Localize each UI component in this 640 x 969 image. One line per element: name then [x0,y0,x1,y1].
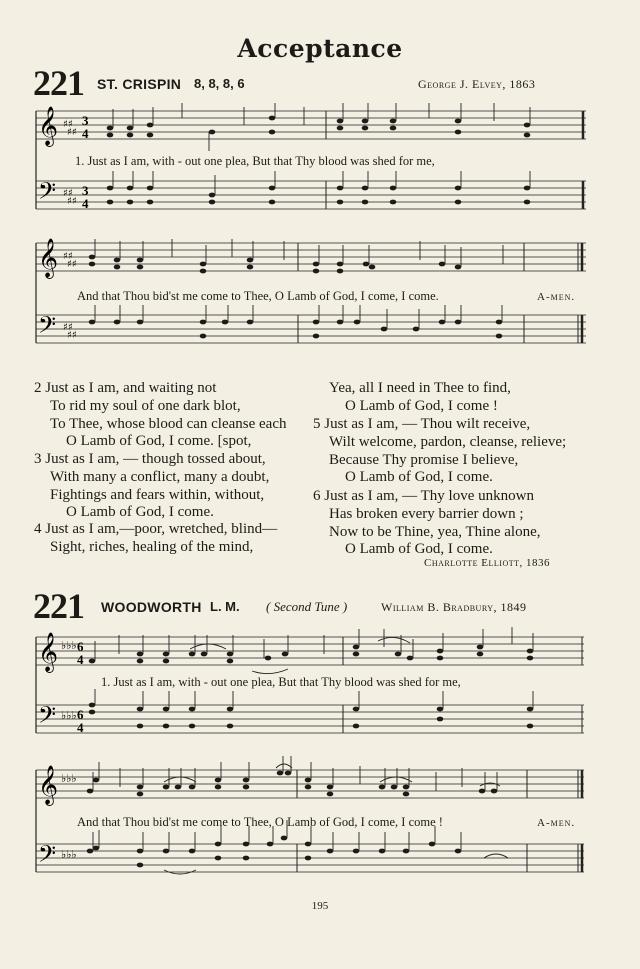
verse-6: 6 Just as I am, — Thy love unknown Has broken every barrier down ; Now to be Thine, yea, Thine alone, O Lamb of God, I come. [313,488,541,558]
lyrics-line: 1. Just as I am, with - out one plea, But that Thy blood was shed for me, [75,154,435,168]
svg-text:♭♭♭: ♭♭♭ [61,848,77,861]
svg-text:♭♭♭: ♭♭♭ [61,772,77,785]
svg-text:♯♯: ♯♯ [67,127,77,138]
svg-text:♯♯: ♯♯ [63,251,73,262]
svg-text:𝄞: 𝄞 [38,106,59,146]
meter: L. M. [210,599,240,614]
svg-text:6: 6 [77,707,84,722]
svg-text:4: 4 [77,720,84,735]
verse-2: 2 Just as I am, and waiting not To rid my soul of one dark blot, To Thee, whose blood can cleanse each O Lamb of God, I come. [spot, [34,380,287,450]
svg-text:4: 4 [77,652,84,667]
second-tune-label: ( Second Tune ) [266,599,348,614]
svg-text:♯♯: ♯♯ [67,330,77,341]
svg-text:♭♭♭: ♭♭♭ [61,639,77,652]
svg-text:4: 4 [82,126,89,141]
composer: William B. Bradbury, 1849 [381,600,527,614]
svg-text:♭♭♭: ♭♭♭ [61,709,77,722]
svg-text:𝄢: 𝄢 [38,311,57,344]
svg-text:𝄢: 𝄢 [38,840,57,873]
hymn-number: 221 [33,586,84,626]
svg-text:♯♯: ♯♯ [63,322,73,333]
svg-text:6: 6 [77,639,84,654]
tune-name: WOODWORTH [101,599,202,615]
svg-text:𝄞: 𝄞 [38,632,59,672]
lyrics-line: 1. Just as I am, with - out one plea, But that Thy blood was shed for me, [101,675,461,689]
composer: George J. Elvey, 1863 [418,77,536,91]
svg-text:𝄞: 𝄞 [38,765,59,805]
svg-text:♯♯: ♯♯ [67,259,77,270]
section-title: Acceptance [237,34,403,63]
meter: 8, 8, 8, 6 [194,76,245,91]
text-author: Charlotte Elliott, 1836 [424,557,551,569]
svg-text:𝄞: 𝄞 [38,238,59,278]
lyrics-line: And that Thou bid'st me come to Thee, O Lamb of God, I come, I come. [77,289,439,303]
verse-5: 5 Just as I am, — Thou wilt receive, Wilt welcome, pardon, cleanse, relieve; Because Thy promise I believe, O Lamb of God, I come. [313,416,567,486]
svg-text:𝄢: 𝄢 [38,177,57,210]
verse-3: 3 Just as I am, — though tossed about, With many a conflict, many a doubt, Fightings and fears within, without, O Lamb of God, I come. [34,451,270,521]
music-system-3 [0,625,640,760]
page-number: 195 [311,900,329,912]
svg-text:3: 3 [82,113,89,128]
svg-text:𝄢: 𝄢 [38,701,57,734]
amen-label: A-men. [537,817,576,829]
tune-name: ST. CRISPIN [97,76,182,92]
hymn-number: 221 [33,63,84,103]
svg-text:3: 3 [82,183,89,198]
svg-text:♯♯: ♯♯ [63,188,73,199]
verse-4-continued: Yea, all I need in Thee to find, O Lamb of God, I come ! [329,380,511,414]
svg-text:♯♯: ♯♯ [67,196,77,207]
verse-4: 4 Just as I am,—poor, wretched, blind— Sight, riches, healing of the mind, [34,521,278,555]
amen-label: A-men. [537,291,576,303]
svg-text:♯♯: ♯♯ [63,119,73,130]
lyrics-line: And that Thou bid'st me come to Thee, O Lamb of God, I come, I come ! [77,815,443,829]
svg-text:4: 4 [82,196,89,211]
